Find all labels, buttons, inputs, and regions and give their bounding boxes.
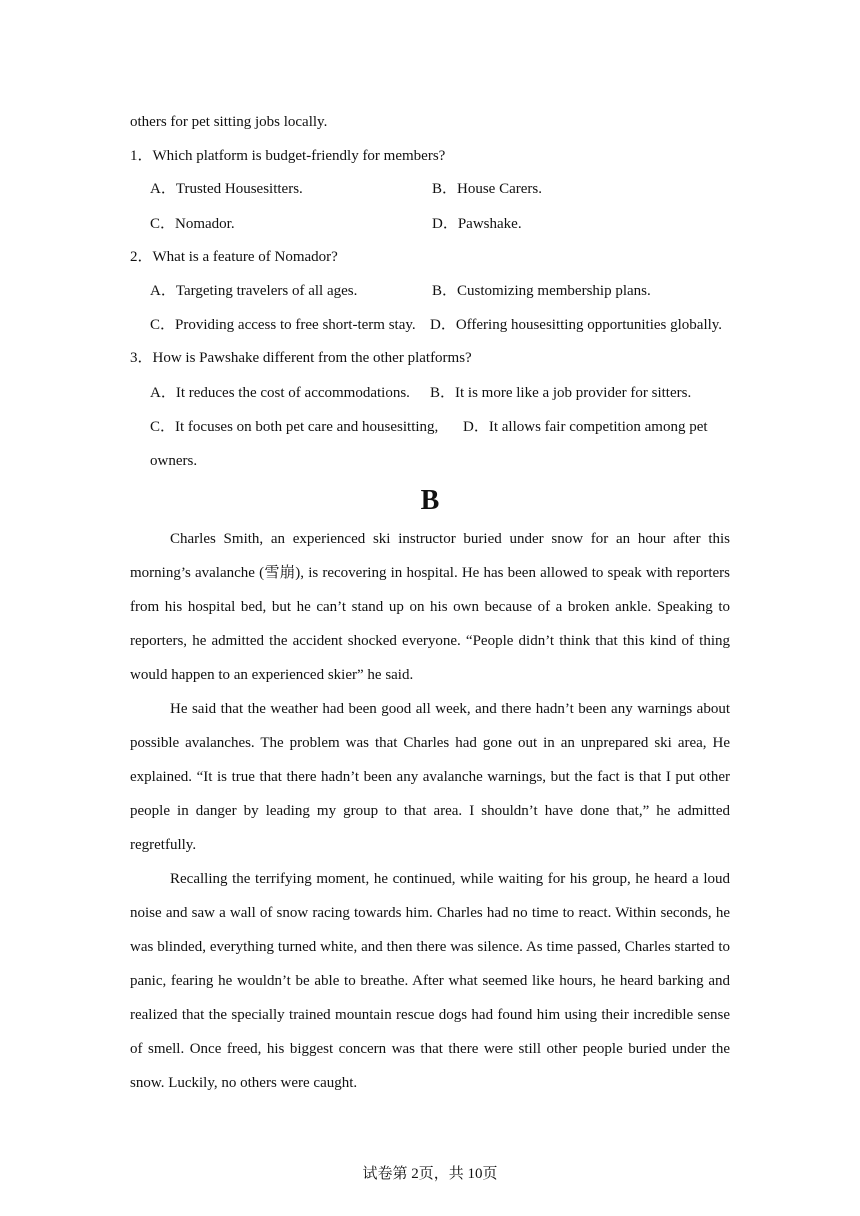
question-1-option-a: A．Trusted Housesitters. [150,181,303,197]
passage-paragraph-3: Recalling the terrifying moment, he continued, while waiting for his group, he heard a loud noise and saw a wall of snow racing towards him. Charles had no time to react. Within seconds, he was blinded, everything turned white, and then there was silence. As time passed, Charles started to panic, fearing he wouldn’t be able to breathe. After what seemed like hours, he heard barking and realized that the specially trained mountain rescue dogs had found him using their incredible sense of smell. Once freed, his biggest concern was that there were still other people buried under the snow. Luckily, no others were caught. [130,871,730,1091]
section-heading: B [420,485,440,516]
passage-paragraph-1: Charles Smith, an experienced ski instructor buried under snow for an hour after this morning’s avalanche (雪崩), is recovering in hospital. He has been allowed to speak with reporters from his hospital bed, but he can’t stand up on his own because of a broken ankle. Speaking to reporters, he admitted the accident shocked everyone. “People didn’t think that this kind of thing would happen to an experienced skier” he said. [130,531,730,683]
question-1-option-b: B．House Carers. [432,181,542,197]
question-2-option-d: D．Offering housesitting opportunities globally. [430,317,723,333]
question-3-option-b: B．It is more like a job provider for sitters. [430,385,692,401]
question-3-option-d-continued: owners. [150,453,198,469]
question-2-option-b: B．Customizing membership plans. [432,283,651,299]
question-1-option-d: D．Pawshake. [432,216,522,232]
question-3-option-d: D．It allows fair competition among pet [463,419,708,435]
question-2-option-a: A．Targeting travelers of all ages. [150,283,358,299]
question-1-option-c: C．Nomador. [150,216,235,232]
passage-paragraph-2: He said that the weather had been good all week, and there hadn’t been any warnings about possible avalanches. The problem was that Charles had gone out in an unprepared ski area, He explained. “It is true that there hadn’t been any avalanche warnings, but the fact is that I put other people in danger by leading my group to that area. I shouldn’t have done that,” he admitted regretfully. [130,701,730,853]
question-3-option-a: A．It reduces the cost of accommodations. [150,385,410,401]
question-3-option-c: C．It focuses on both pet care and housesitting, [150,419,439,435]
question-3-stem: 3．How is Pawshake different from the other platforms? [130,350,472,366]
question-2-stem: 2．What is a feature of Nomador? [130,249,338,265]
continued-text-line: others for pet sitting jobs locally. [130,114,328,130]
page-footer: 试卷第 2页，共 10页 [362,1166,498,1182]
question-1-stem: 1．Which platform is budget-friendly for members? [130,148,446,164]
question-2-option-c: C．Providing access to free short-term stay. [150,317,416,333]
